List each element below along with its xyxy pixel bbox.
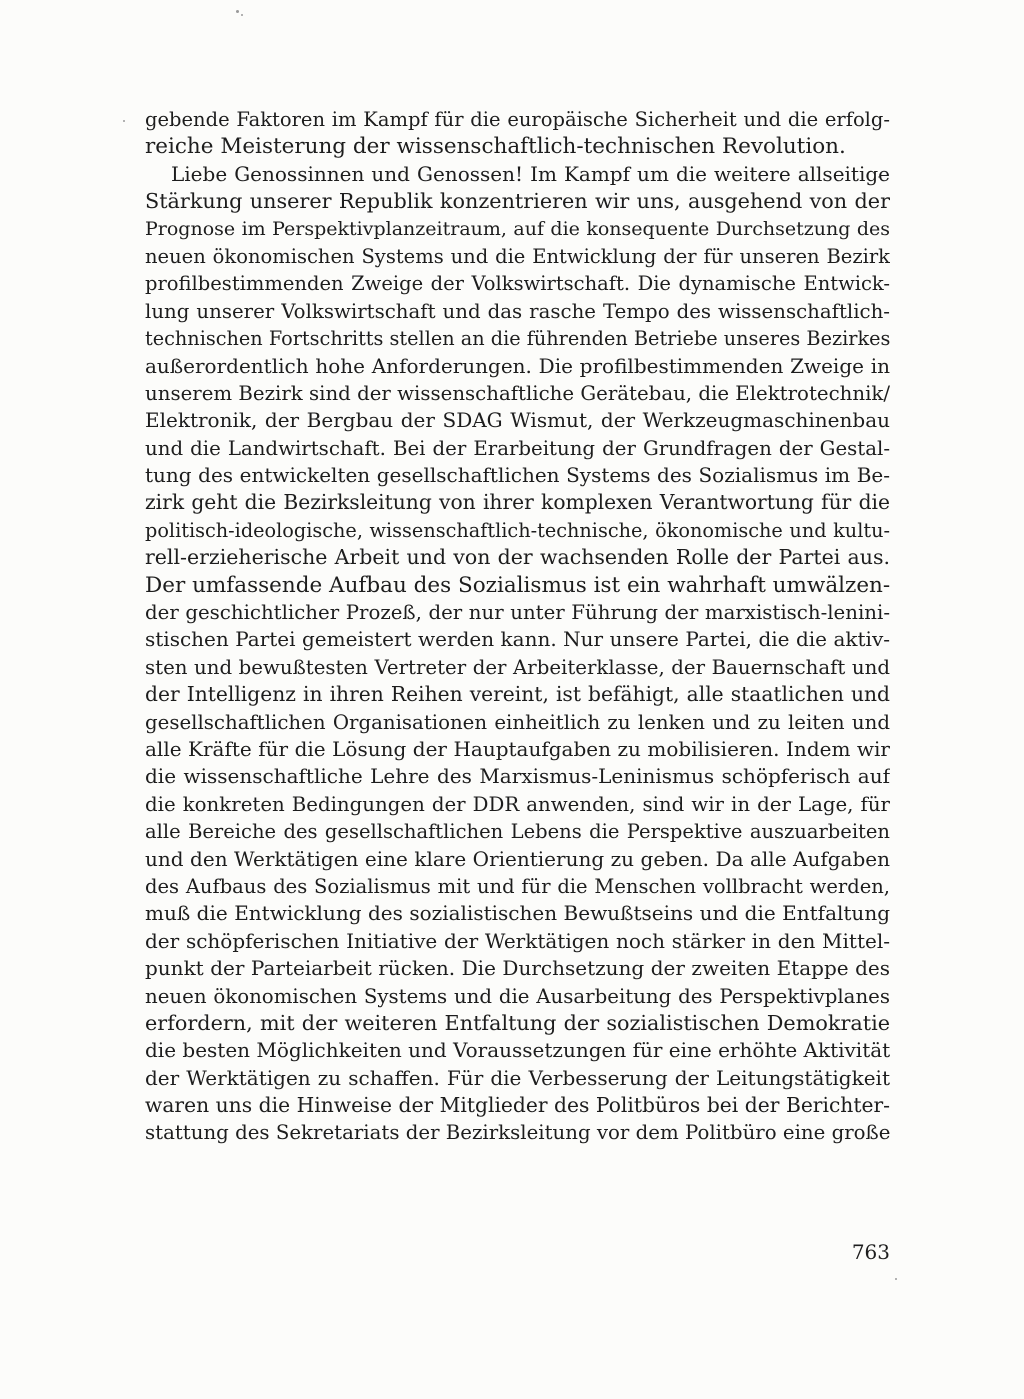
- page-number: 763: [851, 1240, 890, 1264]
- text-line: Der umfassende Aufbau des Sozialismus ist ein wahrhaft umwälzen-: [145, 572, 890, 598]
- text-line: politisch-ideologische, wissenschaftlich-technische, ökonomische und kultu-: [145, 518, 890, 542]
- text-line: stattung des Sekretariats der Bezirksleitung vor dem Politbüro eine große: [145, 1121, 890, 1145]
- text-line: die wissenschaftliche Lehre des Marxismus-Leninismus schöpferisch auf: [145, 764, 890, 789]
- text-line: des Aufbaus des Sozialismus mit und für die Menschen vollbracht werden,: [145, 874, 890, 898]
- body-text: [145, 106, 890, 1147]
- text-line: der geschichtlicher Prozeß, der nur unter Führung der marxistisch-lenini-: [145, 601, 890, 625]
- text-line: und die Landwirtschaft. Bei der Erarbeitung der Grundfragen der Gestal-: [145, 436, 890, 460]
- scan-speck: [895, 1278, 897, 1280]
- text-line: waren uns die Hinweise der Mitglieder des Politbüros bei der Berichter-: [145, 1093, 890, 1118]
- text-line: neuen ökonomischen Systems und die Entwicklung der für unseren Bezirk: [145, 244, 890, 268]
- text-line: punkt der Parteiarbeit rücken. Die Durchsetzung der zweiten Etappe des: [145, 956, 890, 981]
- text-line: sten und bewußtesten Vertreter der Arbeiterklasse, der Bauernschaft und: [145, 655, 890, 679]
- text-line: der Intelligenz in ihren Reihen vereint, ist befähigt, alle staatlichen und: [145, 682, 890, 707]
- text-line: stischen Partei gemeistert werden kann. Nur unsere Partei, die die aktiv-: [145, 627, 890, 652]
- text-line: gesellschaftlichen Organisationen einheitlich zu lenken und zu leiten und: [145, 710, 890, 734]
- text-line: und den Werktätigen eine klare Orientierung zu geben. Da alle Aufgaben: [145, 846, 890, 871]
- text-line: unserem Bezirk sind der wissenschaftliche Gerätebau, die Elektrotechnik/: [145, 381, 890, 405]
- text-line: reiche Meisterung der wissenschaftlich-technischen Revolution.: [145, 134, 846, 160]
- text-line: die konkreten Bedingungen der DDR anwenden, sind wir in der Lage, für: [145, 792, 890, 816]
- text-line: neuen ökonomischen Systems und die Ausarbeitung des Perspektivplanes: [145, 984, 890, 1008]
- text-line: der schöpferischen Initiative der Werktätigen noch stärker in den Mittel-: [145, 928, 890, 953]
- text-line: profilbestimmenden Zweige der Volkswirtschaft. Die dynamische Entwick-: [145, 272, 890, 296]
- text-line: außerordentlich hohe Anforderungen. Die profilbestimmenden Zweige in: [145, 353, 890, 378]
- text-line: der Werktätigen zu schaffen. Für die Verbesserung der Leitungstätigkeit: [145, 1065, 890, 1090]
- text-line: gebende Faktoren im Kampf für die europäische Sicherheit und die erfolg-: [145, 108, 890, 131]
- scan-speck: [123, 120, 125, 122]
- text-line: erfordern, mit der weiteren Entfaltung der sozialistischen Demokratie: [145, 1010, 890, 1035]
- text-line: Stärkung unserer Republik konzentrieren wir uns, ausgehend von der: [145, 189, 890, 214]
- text-line: alle Kräfte für die Lösung der Hauptaufgaben zu mobilisieren. Indem wir: [145, 736, 890, 761]
- text-line: Prognose im Perspektivplanzeitraum, auf die konsequente Durchsetzung des: [145, 217, 890, 240]
- text-line: alle Bereiche des gesellschaftlichen Lebens die Perspektive auszuarbeiten: [145, 820, 890, 844]
- text-line: die besten Möglichkeiten und Voraussetzungen für eine erhöhte Aktivität: [145, 1038, 890, 1063]
- text-line: lung unserer Volkswirtschaft und das rasche Tempo des wissenschaftlich-: [145, 299, 890, 323]
- text-line: tung des entwickelten gesellschaftlichen Systems des Sozialismus im Be-: [145, 463, 890, 488]
- text-line: rell-erzieherische Arbeit und von der wachsenden Rolle der Partei aus.: [145, 545, 890, 570]
- text-line: Elektronik, der Bergbau der SDAG Wismut, der Werkzeugmaschinenbau: [145, 408, 890, 433]
- scan-speck: [241, 14, 243, 16]
- scan-speck: [236, 10, 239, 13]
- text-line: technischen Fortschritts stellen an die führenden Betriebe unseres Bezirkes: [145, 327, 890, 351]
- text-line: zirk geht die Bezirksleitung von ihrer komplexen Verantwortung für die: [145, 490, 890, 515]
- text-line: Liebe Genossinnen und Genossen! Im Kampf um die weitere allseitige: [171, 161, 890, 186]
- text-line: muß die Entwicklung des sozialistischen Bewußtseins und die Entfaltung: [145, 901, 890, 926]
